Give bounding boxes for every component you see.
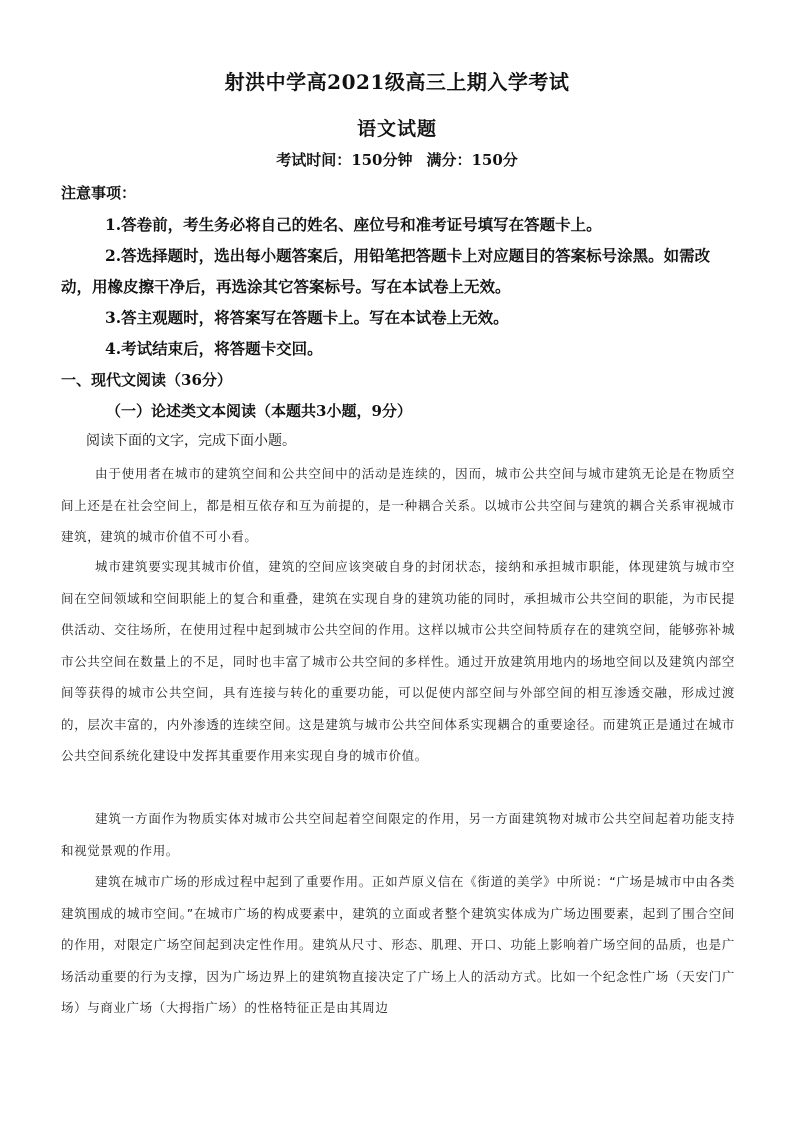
section-heading: 一、现代文阅读（36分） [61, 371, 232, 389]
notice-heading: 注意事项： [61, 184, 137, 202]
notice-item-4: 4.考试结束后，将答题卡交回。 [105, 339, 323, 358]
subject-title: 语文试题 [356, 118, 437, 140]
exam-time: 考试时间：150分钟 [276, 151, 413, 169]
exam-title: 射洪中学高2021级高三上期入学考试 [224, 70, 570, 94]
reading-instruction: 阅读下面的文字，完成下面小题。 [86, 433, 296, 449]
passage-paragraph-4: 建筑在城市广场的形成过程中起到了重要作用。正如芦原义信在《街道的美学》中所说：“广场是城市中由各类建筑围成的城市空间。”在城市广场的构成要素中，建筑的立面或者整个建筑实体成为广场边围要素，起到了围合空间的作用，对限定广场空间起到决定性作用。建筑从尺寸、形态、肌理、开口、功能上影响着广场空间的品质，也是广场活动重要的行为支撑，因为广场边界上的建筑物直接决定了广场上人的活动方式。比如一个纪念性广场（天安门广场）与商业广场（大拇指广场）的性格特征正是由其周边 [61, 874, 735, 1015]
exam-info [0, 149, 794, 170]
passage-paragraph-3: 建筑一方面作为物质实体对城市公共空间起着空间限定的作用，另一方面建筑物对城市公共空间起着功能支持和视觉景观的作用。 [61, 811, 735, 858]
notice-item-3: 3.答主观题时，将答案写在答题卡上。写在本试卷上无效。 [105, 308, 509, 327]
passage-paragraph-1: 由于使用者在城市的建筑空间和公共空间中的活动是连续的，因而，城市公共空间与城市建筑无论是在物质空间上还是在社会空间上，都是相互依存和互为前提的，是一种耦合关系。以城市公共空间与建筑的耦合关系审视城市建筑，建筑的城市价值不可小看。 [61, 466, 735, 544]
exam-full-score: 满分：150分 [426, 151, 518, 169]
notice-item-2: 2.答选择题时，选出每小题答案后，用铅笔把答题卡上对应题目的答案标号涂黑。如需改动，用橡皮擦干净后，再选涂其它答案标号。写在本试卷上无效。 [61, 246, 711, 296]
notice-item-1: 1.答卷前，考生务必将自己的姓名、座位号和准考证号填写在答题卡上。 [105, 215, 602, 234]
passage-paragraph-2: 城市建筑要实现其城市价值，建筑的空间应该突破自身的封闭状态，接纳和承担城市职能，体现建筑与城市空间在空间领域和空间职能上的复合和重叠，建筑在实现自身的建筑功能的同时，承担城市公共空间的职能，为市民提供活动、交往场所，在使用过程中起到城市公共空间的作用。这样以城市公共空间特质存在的建筑空间，能够弥补城市公共空间在数量上的不足，同时也丰富了城市公共空间的多样性。通过开放建筑用地内的场地空间以及建筑内部空间等获得的城市公共空间，具有连接与转化的重要功能，可以促使内部空间与外部空间的相互渗透交融，形成过渡的，层次丰富的，内外渗透的连续空间。这是建筑与城市公共空间体系实现耦合的重要途径。而建筑正是通过在城市公共空间系统化建设中发挥其重要作用来实现自身的城市价值。 [61, 559, 735, 763]
subsection-heading: （一）论述类文本阅读（本题共3小题，9分） [106, 402, 412, 420]
